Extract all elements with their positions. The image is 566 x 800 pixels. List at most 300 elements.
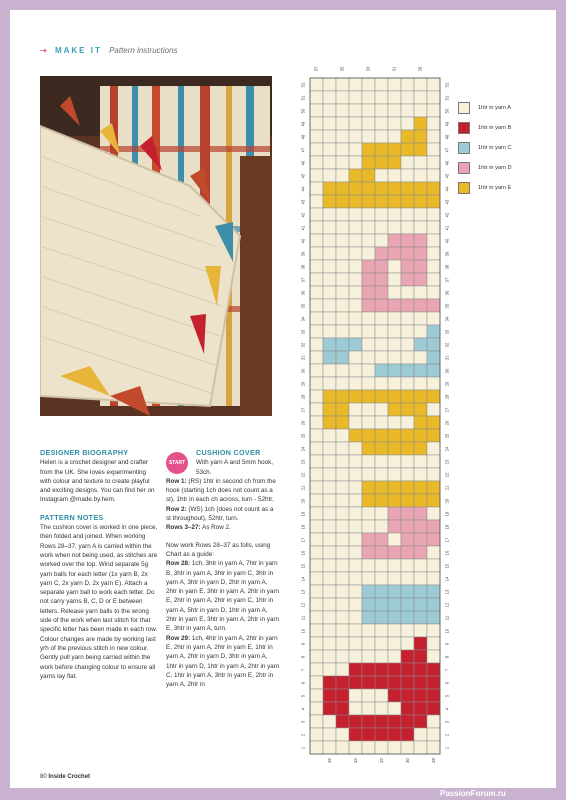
chart-cell — [349, 130, 362, 143]
row-label-right: 27 — [444, 407, 450, 413]
chart-cell — [401, 169, 414, 182]
chart-cell — [375, 507, 388, 520]
now-instruction: Now work Rows 28–37 as folls, using Chart as a guide: — [166, 541, 271, 558]
chart-cell — [336, 637, 349, 650]
chart-cell — [336, 351, 349, 364]
chart-cell — [349, 663, 362, 676]
chart-cell — [427, 221, 440, 234]
chart-cell — [401, 442, 414, 455]
chart-cell — [414, 468, 427, 481]
chart-cell — [427, 520, 440, 533]
chart-cell — [427, 234, 440, 247]
chart-cell — [336, 234, 349, 247]
chart-cell — [362, 663, 375, 676]
chart-cell — [310, 715, 323, 728]
chart-cell — [375, 702, 388, 715]
chart-cell — [388, 481, 401, 494]
chart-cell — [336, 455, 349, 468]
col-label-top: 29 — [417, 66, 423, 72]
chart-cell — [323, 208, 336, 221]
chart-cell — [336, 741, 349, 754]
chart-cell — [427, 286, 440, 299]
chart-cell — [414, 598, 427, 611]
row-label-left: 10 — [300, 628, 306, 634]
row-label-left: 17 — [300, 537, 306, 543]
chart-cell — [349, 741, 362, 754]
chart-cell — [388, 78, 401, 91]
row-label-left: 45 — [300, 173, 306, 179]
chart-cell — [349, 156, 362, 169]
row-label-left: 47 — [300, 147, 306, 153]
chart-cell — [401, 546, 414, 559]
chart-cell — [336, 143, 349, 156]
chart-cell — [310, 637, 323, 650]
chart-cell — [375, 377, 388, 390]
chart-cell — [323, 130, 336, 143]
row-label-right: 25 — [444, 433, 450, 439]
legend-label: 1htr in yarn B — [478, 125, 512, 131]
chart-cell — [375, 117, 388, 130]
chart-cell — [310, 676, 323, 689]
chart-cell — [310, 338, 323, 351]
row-label-left: 11 — [300, 615, 306, 621]
chart-cell — [323, 390, 336, 403]
chart-cell — [388, 312, 401, 325]
row-label-left: 6 — [300, 681, 306, 685]
chart-cell — [427, 429, 440, 442]
chart-cell — [349, 273, 362, 286]
chart-cell — [323, 585, 336, 598]
magazine-name: Inside Crochet — [48, 774, 91, 780]
row-label-right: 46 — [444, 160, 450, 166]
chart-cell — [349, 182, 362, 195]
chart-cell — [362, 156, 375, 169]
chart-cell — [375, 559, 388, 572]
row-label-right: 33 — [444, 329, 450, 335]
chart-cell — [323, 689, 336, 702]
chart-cell — [388, 676, 401, 689]
chart-cell — [375, 208, 388, 221]
chart-cell — [349, 247, 362, 260]
chart-cell — [388, 273, 401, 286]
row-label-right: 44 — [444, 186, 450, 192]
row-label-left: 42 — [300, 212, 306, 218]
chart-cell — [349, 169, 362, 182]
chart-cell — [336, 520, 349, 533]
chart-cell — [427, 546, 440, 559]
row-label-left: 41 — [300, 225, 306, 231]
chart-cell — [349, 533, 362, 546]
chart-cell — [310, 221, 323, 234]
chart-cell — [375, 234, 388, 247]
chart-cell — [362, 312, 375, 325]
chart-cell — [323, 234, 336, 247]
chart-cell — [349, 338, 362, 351]
chart-cell — [336, 676, 349, 689]
chart-cell — [323, 351, 336, 364]
chart-cell — [427, 715, 440, 728]
chart-cell — [362, 676, 375, 689]
chart-cell — [388, 156, 401, 169]
chart-cell — [414, 117, 427, 130]
chart-cell — [414, 702, 427, 715]
chart-cell — [401, 182, 414, 195]
row-label-right: 22 — [444, 472, 450, 478]
row-label-left: 34 — [300, 316, 306, 322]
chart-cell — [336, 221, 349, 234]
chart-cell — [323, 559, 336, 572]
chart-cell — [375, 351, 388, 364]
cushion-title: CUSHION COVER — [196, 448, 261, 457]
chart-cell — [323, 663, 336, 676]
chart-cell — [427, 468, 440, 481]
chart-cell — [310, 364, 323, 377]
chart-cell — [323, 715, 336, 728]
chart-cell — [349, 676, 362, 689]
row28-instruction: Row 28: 1ch, 3htr in yarn A, 7htr in yarn B, 3htr in yarn A, 3htr in yarn C, 3htr in yarn A, 3htr in yarn D, 2htr in yarn A, 2htr in yarn E, 3htr in yarn A, 2htr in yarn E, 2htr in yarn A, 2htr in yarn C, 1htr in yarn A, 5htr in yarn D, 1htr in yarn A, 2htr in yarn E, 3htr in yarn A, 2htr in yarn E, 3htr in yarn A, turn. — [166, 560, 280, 633]
chart-cell — [362, 611, 375, 624]
row-label-right: 24 — [444, 446, 450, 452]
chart-cell — [401, 143, 414, 156]
chart-cell — [388, 416, 401, 429]
chart-cell — [388, 715, 401, 728]
chart-cell — [310, 559, 323, 572]
chart-cell — [349, 637, 362, 650]
chart-cell — [375, 91, 388, 104]
chart-cell — [414, 390, 427, 403]
make-it-label: MAKE IT — [54, 46, 102, 55]
chart-cell — [375, 637, 388, 650]
chart-cell — [427, 624, 440, 637]
col-label-top: 37 — [313, 66, 319, 72]
chart-cell — [414, 182, 427, 195]
col-label-bottom: 28 — [431, 758, 436, 763]
row-label-right: 9 — [444, 642, 450, 646]
chart-cell — [401, 429, 414, 442]
chart-cell — [323, 676, 336, 689]
chart-cell — [362, 728, 375, 741]
chart-cell — [414, 377, 427, 390]
chart-cell — [388, 364, 401, 377]
row-label-right: 4 — [444, 707, 450, 711]
row-label-left: 51 — [300, 95, 306, 101]
chart-cell — [388, 611, 401, 624]
chart-cell — [427, 338, 440, 351]
row-label-left: 14 — [300, 576, 306, 582]
legend-swatch — [458, 162, 470, 174]
chart-cell — [323, 468, 336, 481]
chart-cell — [310, 416, 323, 429]
chart-cell — [349, 585, 362, 598]
chart-cell — [375, 390, 388, 403]
chart-cell — [336, 715, 349, 728]
chart-cell — [375, 78, 388, 91]
row-label-left: 7 — [300, 668, 306, 672]
chart-cell — [336, 533, 349, 546]
chart-cell — [427, 598, 440, 611]
chart-cell — [388, 624, 401, 637]
chart-cell — [362, 559, 375, 572]
chart-cell — [310, 611, 323, 624]
chart-cell — [336, 208, 349, 221]
chart-cell — [323, 247, 336, 260]
chart-cell — [362, 637, 375, 650]
chart-cell — [310, 520, 323, 533]
row-label-right: 38 — [444, 264, 450, 270]
chart-cell — [336, 494, 349, 507]
chart-cell — [414, 338, 427, 351]
chart-cell — [336, 104, 349, 117]
chart-cell — [323, 156, 336, 169]
chart-cell — [362, 338, 375, 351]
chart-cell — [310, 169, 323, 182]
row-label-right: 12 — [444, 602, 450, 608]
chart-cell — [349, 546, 362, 559]
chart-cell — [336, 416, 349, 429]
chart-cell — [323, 702, 336, 715]
chart-cell — [349, 715, 362, 728]
chart-cell — [310, 572, 323, 585]
chart-cell — [310, 78, 323, 91]
chart-cell — [388, 637, 401, 650]
row-label-right: 19 — [444, 511, 450, 517]
chart-cell — [336, 273, 349, 286]
chart-cell — [427, 637, 440, 650]
chart-cell — [401, 104, 414, 117]
chart-cell — [375, 494, 388, 507]
row-label-right: 15 — [444, 563, 450, 569]
row-label-right: 35 — [444, 303, 450, 309]
chart-cell — [336, 403, 349, 416]
chart-cell — [323, 299, 336, 312]
chart-cell — [414, 169, 427, 182]
chart-cell — [414, 273, 427, 286]
row-label-right: 32 — [444, 342, 450, 348]
chart-cell — [401, 598, 414, 611]
row-label-left: 28 — [300, 394, 306, 400]
chart-cell — [388, 130, 401, 143]
chart-cell — [414, 520, 427, 533]
chart-cell — [362, 585, 375, 598]
chart-cell — [401, 741, 414, 754]
chart-cell — [310, 650, 323, 663]
row-label-left: 29 — [300, 381, 306, 387]
row-label-right: 41 — [444, 225, 450, 231]
chart-cell — [323, 429, 336, 442]
chart-cell — [323, 533, 336, 546]
chart-cell — [310, 481, 323, 494]
chart-cell — [362, 195, 375, 208]
chart-cell — [336, 182, 349, 195]
chart-cell — [336, 390, 349, 403]
row1-instruction: Row 1: (RS) 1htr in second ch from the hook (starting 1ch does not count as a st), 1htr in each ch across, turn - 52htr. — [166, 477, 276, 504]
chart-cell — [414, 715, 427, 728]
chart-cell — [388, 91, 401, 104]
chart-cell — [427, 611, 440, 624]
chart-cell — [427, 195, 440, 208]
chart-cell — [349, 260, 362, 273]
chart-cell — [336, 429, 349, 442]
chart-cell — [401, 650, 414, 663]
chart-cell — [414, 650, 427, 663]
chart-cell — [401, 559, 414, 572]
chart-cell — [388, 702, 401, 715]
chart-cell — [388, 299, 401, 312]
chart-cell — [401, 624, 414, 637]
row-label-left: 2 — [300, 733, 306, 737]
chart-cell — [310, 741, 323, 754]
chart-cell — [388, 572, 401, 585]
chart-cell — [414, 663, 427, 676]
chart-cell — [388, 442, 401, 455]
chart-cell — [388, 403, 401, 416]
chart-cell — [349, 351, 362, 364]
row-label-right: 34 — [444, 316, 450, 322]
chart-cell — [310, 286, 323, 299]
chart-cell — [323, 195, 336, 208]
chart-cell — [336, 624, 349, 637]
chart-cell — [323, 286, 336, 299]
chart-cell — [310, 130, 323, 143]
chart-cell — [310, 390, 323, 403]
chart-cell — [349, 650, 362, 663]
chart-cell — [375, 585, 388, 598]
row-label-left: 23 — [300, 459, 306, 465]
chart-cell — [362, 273, 375, 286]
chart-cell — [388, 260, 401, 273]
chart-cell — [323, 377, 336, 390]
chart-cell — [310, 702, 323, 715]
chart-cell — [310, 598, 323, 611]
chart-cell — [388, 455, 401, 468]
chart-cell — [323, 650, 336, 663]
chart-cell — [401, 351, 414, 364]
chart-cell — [349, 481, 362, 494]
chart-cell — [323, 611, 336, 624]
chart-cell — [336, 689, 349, 702]
chart-cell — [336, 585, 349, 598]
chart-cell — [349, 507, 362, 520]
row-label-left: 46 — [300, 160, 306, 166]
row-label-right: 49 — [444, 121, 450, 127]
chart-cell — [388, 585, 401, 598]
chart-cell — [362, 416, 375, 429]
page-number: 80 — [40, 774, 47, 780]
chart-cell — [310, 468, 323, 481]
chart-cell — [388, 234, 401, 247]
chart-cell — [310, 273, 323, 286]
chart-cell — [323, 221, 336, 234]
chart-cell — [414, 689, 427, 702]
chart-cell — [310, 585, 323, 598]
chart-cell — [401, 403, 414, 416]
chart-cell — [414, 351, 427, 364]
chart-cell — [427, 325, 440, 338]
chart-cell — [388, 351, 401, 364]
chart-cell — [349, 377, 362, 390]
chart-cell — [349, 299, 362, 312]
chart-cell — [349, 91, 362, 104]
chart-cell — [414, 312, 427, 325]
chart-cell — [336, 611, 349, 624]
chart-cell — [401, 611, 414, 624]
bio-text: Helen is a crochet designer and crafter from the UK. She loves experimenting with colour and texture to create playful and exciting designs. You can find her on Instagram @made.by.hem. — [40, 459, 155, 504]
chart-cell — [362, 182, 375, 195]
chart-cell — [401, 364, 414, 377]
row-label-left: 1 — [300, 746, 306, 750]
chart-cell — [349, 429, 362, 442]
chart-cell — [362, 247, 375, 260]
chart-cell — [336, 78, 349, 91]
chart-cell — [310, 494, 323, 507]
chart-cell — [349, 559, 362, 572]
chart-cell — [336, 169, 349, 182]
chart-cell — [362, 481, 375, 494]
chart-cell — [401, 221, 414, 234]
row-label-left: 5 — [300, 694, 306, 698]
row-label-right: 1 — [444, 746, 450, 750]
chart-cell — [375, 416, 388, 429]
row-label-right: 30 — [444, 368, 450, 374]
chart-cell — [427, 208, 440, 221]
chart-cell — [388, 741, 401, 754]
row-label-right: 28 — [444, 394, 450, 400]
chart-cell — [414, 247, 427, 260]
chart-cell — [375, 247, 388, 260]
chart-cell — [336, 728, 349, 741]
chart-cell — [349, 221, 362, 234]
chart-cell — [349, 208, 362, 221]
row-label-right: 37 — [444, 277, 450, 283]
legend-label: 1htr in yarn D — [478, 165, 512, 171]
chart-cell — [414, 156, 427, 169]
chart-cell — [401, 637, 414, 650]
row-label-right: 8 — [444, 655, 450, 659]
chart-cell — [362, 689, 375, 702]
chart-cell — [401, 494, 414, 507]
col-label-top: 33 — [365, 66, 371, 72]
legend-label: 1htr in yarn A — [478, 105, 511, 111]
chart-cell — [310, 624, 323, 637]
chart-cell — [401, 273, 414, 286]
chart-cell — [362, 364, 375, 377]
chart-cell — [349, 117, 362, 130]
chart-cell — [362, 390, 375, 403]
chart-cell — [336, 117, 349, 130]
chart-cell — [362, 468, 375, 481]
chart-cell — [414, 533, 427, 546]
chart-cell — [349, 364, 362, 377]
legend-item — [458, 178, 512, 198]
row-label-left: 43 — [300, 199, 306, 205]
chart-cell — [375, 546, 388, 559]
chart-cell — [336, 442, 349, 455]
chart-cell — [401, 260, 414, 273]
chart-cell — [401, 715, 414, 728]
chart-cell — [362, 572, 375, 585]
chart-cell — [401, 91, 414, 104]
chart-cell — [349, 494, 362, 507]
chart-cell — [362, 403, 375, 416]
chart-cell — [323, 455, 336, 468]
chart-cell — [401, 416, 414, 429]
notes-title: PATTERN NOTES — [40, 512, 104, 522]
chart-cell — [401, 156, 414, 169]
row-label-left: 40 — [300, 238, 306, 244]
chart-cell — [427, 416, 440, 429]
chart-cell — [427, 91, 440, 104]
chart-cell — [336, 377, 349, 390]
